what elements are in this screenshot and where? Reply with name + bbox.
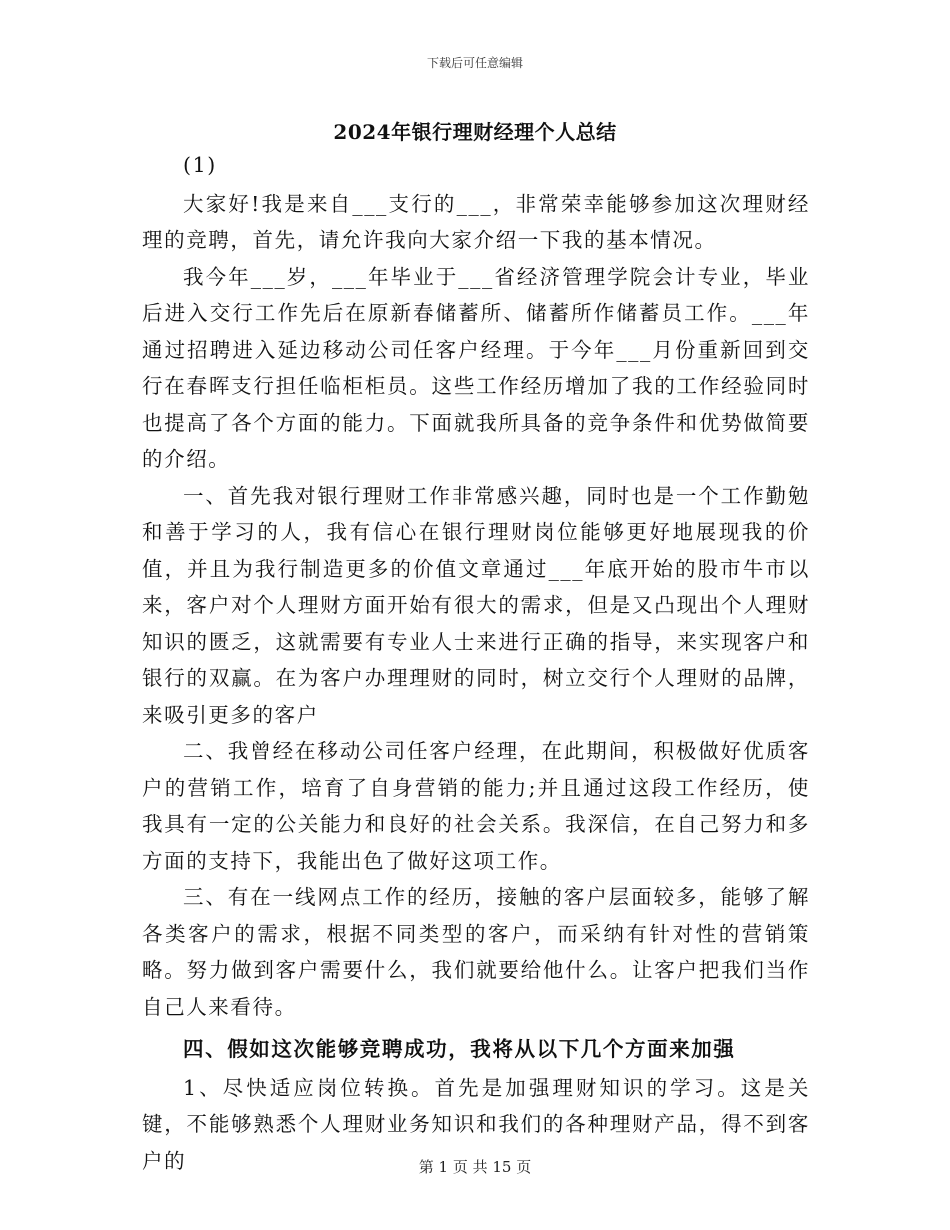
page-footer: 第 1 页 共 15 页 xyxy=(418,1158,532,1176)
header-note: 下载后可任意编辑 xyxy=(426,56,523,70)
document-title: 2024年银行理财经理个人总结 xyxy=(333,120,617,144)
paragraph-item-one: 1、尽快适应岗位转换。首先是加强理财知识的学习。这是关键，不能够熟悉个人理财业务知识和我们的各种理财产品，得不到客户的 xyxy=(142,1075,810,1173)
paragraph-point-one: 一、首先我对银行理财工作非常感兴趣，同时也是一个工作勤勉和善于学习的人，我有信心在银行理财岗位能够更好地展现我的价值，并且为我行制造更多的价值文章通过___年底开始的股市牛市以来，客户对个人理财方面开始有很大的需求，但是又凸现出个人理财知识的匮乏，这就需要有专业人士来进行正确的指导，来实现客户和银行的双赢。在为客户办理理财的同时，树立交行个人理财的品牌，来吸引更多的客户 xyxy=(142,483,810,727)
section-number: (1) xyxy=(183,153,217,177)
paragraph-greeting: 大家好!我是来自___支行的___，非常荣幸能够参加这次理财经理的竞聘，首先，请允许我向大家介绍一下我的基本情况。 xyxy=(142,191,810,252)
paragraph-point-two: 二、我曾经在移动公司任客户经理，在此期间，积极做好优质客户的营销工作，培育了自身营销的能力;并且通过这段工作经历，使我具有一定的公关能力和良好的社会关系。我深信，在自己努力和多方面的支持下，我能出色了做好这项工作。 xyxy=(142,739,810,873)
section-heading-four: 四、假如这次能够竞聘成功，我将从以下几个方面来加强 xyxy=(183,1037,736,1061)
document-body xyxy=(142,147,810,1179)
paragraph-point-three: 三、有在一线网点工作的经历，接触的客户层面较多，能够了解各类客户的需求，根据不同类型的客户，而采纳有针对性的营销策略。努力做到客户需要什么，我们就要给他什么。让客户把我们当作自己人来看待。 xyxy=(142,885,810,1019)
paragraph-background: 我今年___岁，___年毕业于___省经济管理学院会计专业，毕业后进入交行工作先后在原新春储蓄所、储蓄所作储蓄员工作。___年通过招聘进入延边移动公司任客户经理。于今年___月份重新回到交行在春晖支行担任临柜柜员。这些工作经历增加了我的工作经验同时也提高了各个方面的能力。下面就我所具备的竞争条件和优势做简要的介绍。 xyxy=(142,264,810,471)
